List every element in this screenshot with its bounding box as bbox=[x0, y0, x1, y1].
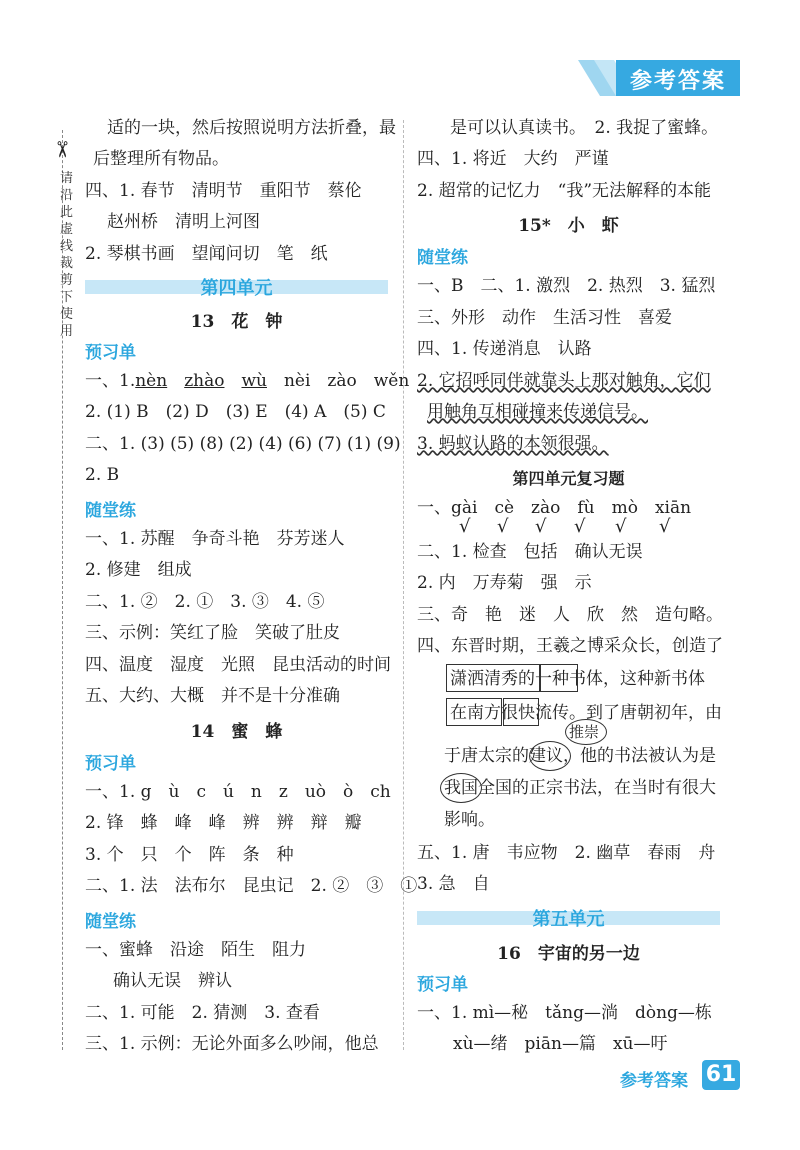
text-line: 三、示例：笑红了脸 笑破了肚皮 bbox=[85, 623, 340, 643]
scissors-icon: ✂ bbox=[48, 140, 74, 159]
text-line: 适的一块，然后按照说明方法折叠，最 bbox=[107, 118, 396, 138]
review-title: 第四单元复习题 bbox=[512, 469, 625, 488]
correction-note: 推崇 bbox=[569, 723, 600, 741]
wavy-underlined-line: 3. 蚂蚁认路的本领很强。 bbox=[417, 434, 609, 454]
section-label: 预习单 bbox=[85, 343, 136, 363]
text-line: 二、1. 检查 包括 确认无误 bbox=[417, 542, 643, 562]
header-banner bbox=[570, 56, 742, 100]
unit-title: 第五单元 bbox=[532, 909, 605, 930]
pinyin-underlined: zhào bbox=[184, 371, 225, 391]
section-label: 随堂练 bbox=[85, 501, 136, 521]
text-line: 四、温度 湿度 光照 昆虫活动的时间 bbox=[85, 655, 391, 675]
text-line: 是可以认真读书。 2. 我捉了蜜蜂。 bbox=[450, 118, 719, 138]
lesson-title: 16 宇宙的另一边 bbox=[497, 944, 640, 964]
text-line: 四、1. 春节 清明节 重阳节 蔡伦 bbox=[85, 181, 362, 201]
text-line: 3. 个 只 个 阵 条 种 bbox=[85, 845, 294, 865]
pinyin-line bbox=[85, 370, 409, 392]
text-line: 二、1. ② 2. ① 3. ③ 4. ⑤ bbox=[85, 592, 325, 612]
text-line: 2. 锋 蜂 峰 峰 辨 辨 辩 瓣 bbox=[85, 813, 362, 833]
text-line: 四、1. 传递消息 认路 bbox=[417, 339, 592, 359]
text-line: 五、大约、大概 并不是十分准确 bbox=[85, 686, 340, 706]
check-mark: √ bbox=[497, 516, 509, 537]
text-line: 我国全国的正宗书法，在当时有很大 bbox=[444, 778, 716, 798]
text-line: 二、1. 可能 2. 猜测 3. 查看 bbox=[85, 1003, 320, 1023]
footer-label: 参考答案 bbox=[620, 1071, 688, 1091]
section-label: 随堂练 bbox=[417, 248, 468, 268]
pinyin-underlined: nèn bbox=[135, 371, 168, 391]
correction-box bbox=[446, 664, 540, 692]
cut-hint: 请沿此虚线裁剪下使用 bbox=[60, 171, 74, 339]
text-line: 3. 急 自 bbox=[417, 874, 490, 894]
text-line: 三、1. 示例：无论外面多么吵闹，他总 bbox=[85, 1034, 379, 1054]
text-line: 2. B bbox=[85, 465, 120, 485]
correction-circle bbox=[440, 773, 482, 803]
text-line: 影响。 bbox=[444, 810, 495, 830]
text-line: 三、外形 动作 生活习性 喜爱 bbox=[417, 308, 672, 328]
section-label: 预习单 bbox=[417, 975, 468, 995]
text-line: 一、蜜蜂 沿途 陌生 阻力 bbox=[85, 940, 306, 960]
pinyin-underlined: wù bbox=[241, 371, 267, 391]
check-mark: √ bbox=[615, 516, 627, 537]
text-line: 三、奇 艳 迷 人 欣 然 造句略。 bbox=[417, 605, 723, 625]
text-line: xù—绪 piān—篇 xū—吁 bbox=[453, 1034, 668, 1054]
text-line: 一、B 二、1. 激烈 2. 热烈 3. 猛烈 bbox=[417, 276, 716, 296]
text-line: 后整理所有物品。 bbox=[93, 149, 229, 169]
lesson-title: 15* 小 虾 bbox=[518, 216, 619, 236]
text-line: 五、1. 唐 韦应物 2. 幽草 春雨 舟 bbox=[417, 843, 716, 863]
check-mark: √ bbox=[459, 516, 471, 537]
text-line: 四、东晋时期，王羲之博采众长，创造了 bbox=[417, 636, 723, 656]
correction-circle bbox=[529, 741, 571, 771]
check-mark: √ bbox=[659, 516, 671, 537]
text-line: 在南方很快流传。到了唐朝初年，由 bbox=[450, 703, 722, 723]
text-line: 一、1. 苏醒 争奇斗艳 芬芳迷人 bbox=[85, 529, 345, 549]
unit-title: 第四单元 bbox=[200, 278, 273, 299]
text-line: 2. 琴棋书画 望闻问切 笔 纸 bbox=[85, 244, 328, 264]
text-line: 确认无误 辨认 bbox=[113, 971, 232, 991]
column-divider bbox=[403, 120, 404, 1050]
correction-box bbox=[503, 698, 539, 726]
lesson-title: 14 蜜 蜂 bbox=[190, 722, 283, 742]
wavy-underlined-line: 2. 它招呼同伴就靠头上那对触角，它们 bbox=[417, 371, 711, 391]
text-line: 四、1. 将近 大约 严谨 bbox=[417, 149, 609, 169]
text-line: 于唐太宗的建议，他的书法被认为是 bbox=[444, 746, 716, 766]
correction-box bbox=[446, 698, 502, 726]
text-line: 一、1. g ù c ú n z uò ò ch bbox=[85, 782, 391, 802]
lesson-title: 13 花 钟 bbox=[190, 312, 283, 332]
pinyin-line: 一、gài cè zào fù mò xiān bbox=[417, 498, 692, 518]
pinyin-rest: nèi zào wěn bbox=[283, 371, 410, 391]
check-mark: √ bbox=[574, 516, 586, 537]
wavy-underlined-line: 用触角互相碰撞来传递信号。 bbox=[427, 402, 648, 422]
correction-box bbox=[540, 664, 578, 692]
text-line: 潇洒清秀的一种书体，这种新书体 bbox=[450, 669, 705, 689]
text-line: 2. 内 万寿菊 强 示 bbox=[417, 573, 592, 593]
text-line: 2. 修建 组成 bbox=[85, 560, 192, 580]
pinyin-prefix: 一、1. bbox=[85, 371, 136, 391]
text-line: 二、1. 法 法布尔 昆虫记 2. ② ③ ① bbox=[85, 876, 418, 896]
text-line: 2. (1) B (2) D (3) E (4) A (5) C bbox=[85, 402, 386, 422]
check-mark: √ bbox=[535, 516, 547, 537]
header-title: 参考答案 bbox=[629, 69, 726, 94]
text-line: 2. 超常的记忆力 “我”无法解释的本能 bbox=[417, 181, 712, 201]
page-number: 61 bbox=[702, 1060, 740, 1090]
text-line: 赵州桥 清明上河图 bbox=[107, 212, 260, 232]
text-line: 二、1. (3) (5) (8) (2) (4) (6) (7) (1) (9) bbox=[85, 434, 401, 454]
section-label: 预习单 bbox=[85, 754, 136, 774]
section-label: 随堂练 bbox=[85, 912, 136, 932]
text-line: 一、1. mì—秘 tǎng—淌 dòng—栋 bbox=[417, 1003, 712, 1023]
